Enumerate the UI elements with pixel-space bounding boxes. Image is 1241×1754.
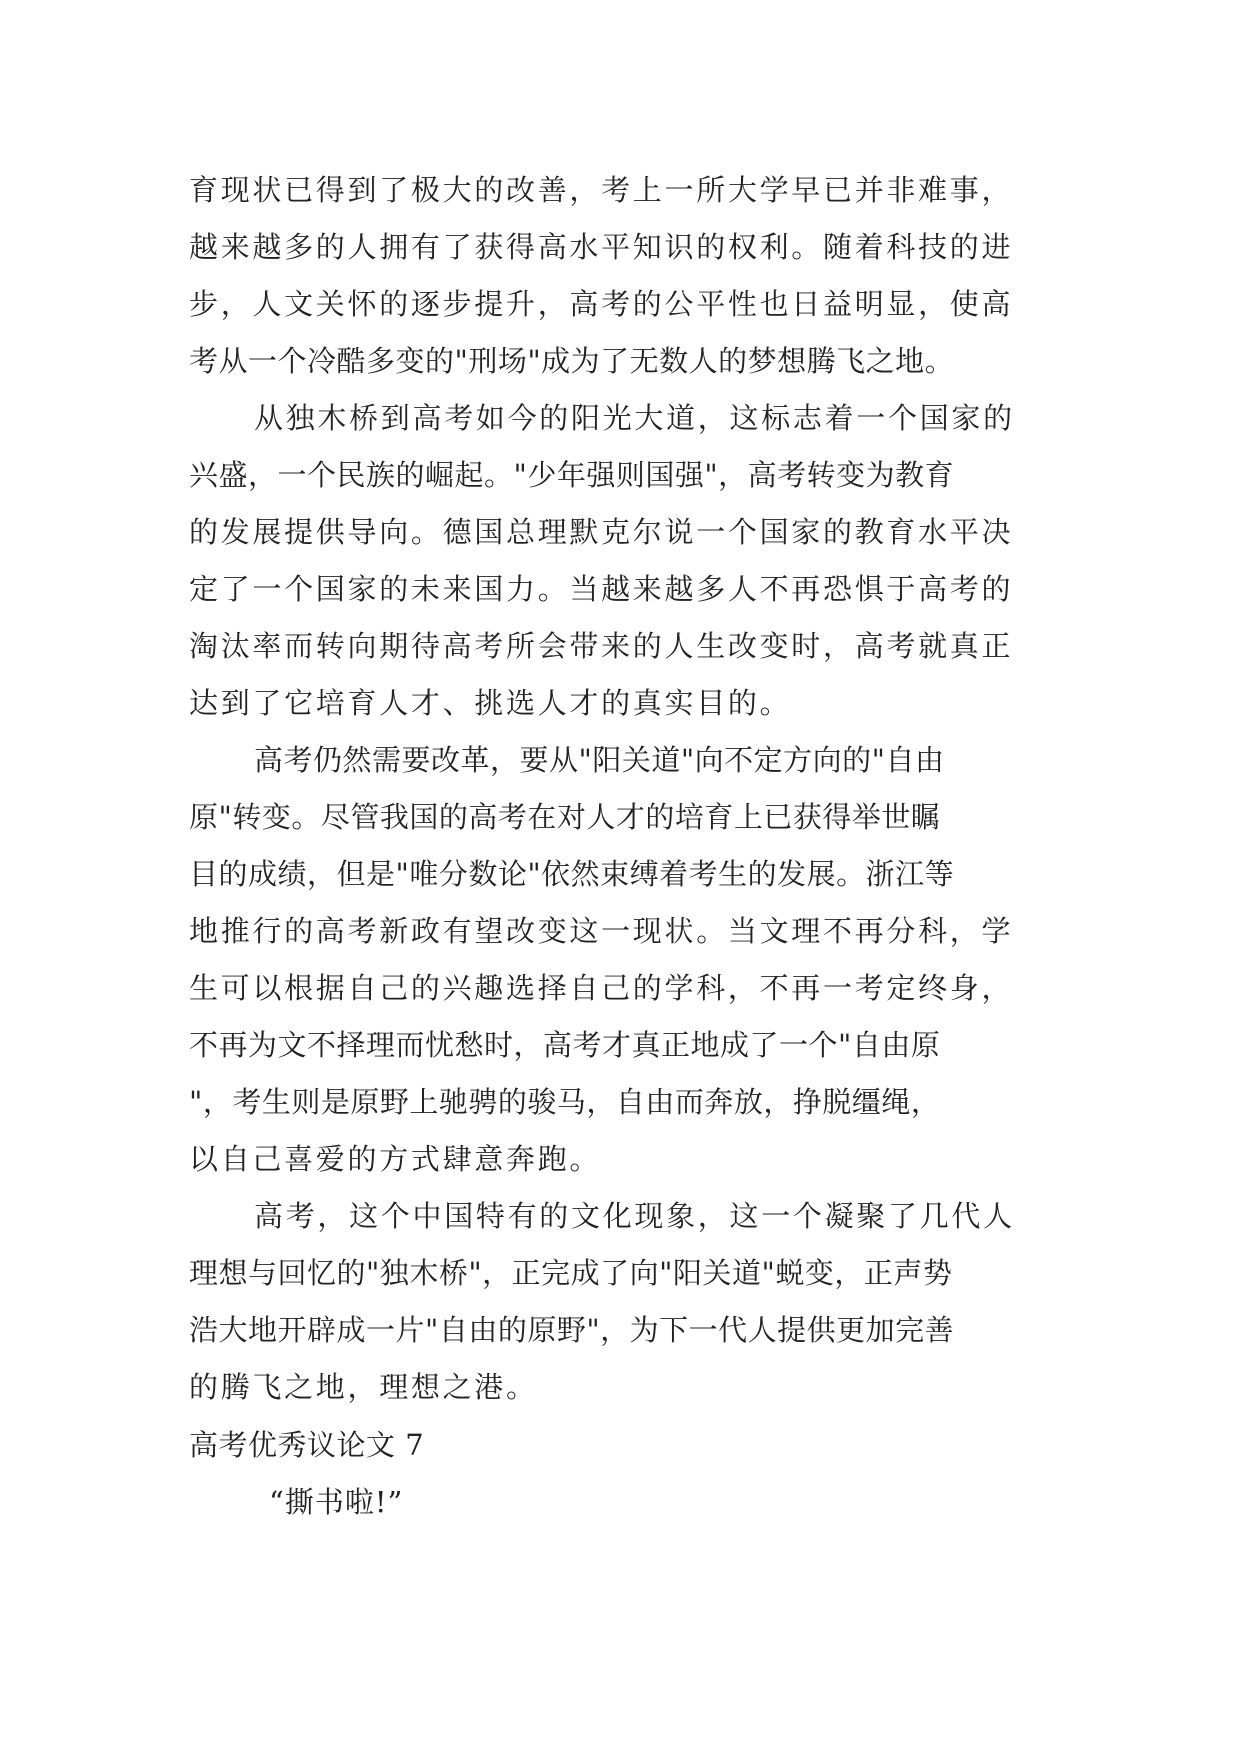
- text-line: 理想与回忆的"独木桥"，正完成了向"阳关道"蜕变，正声势: [189, 1256, 953, 1290]
- text-line: 考从一个冷酷多变的"刑场"成为了无数人的梦想腾飞之地。: [189, 344, 955, 378]
- text-line: 步，人文关怀的逐步提升，高考的公平性也日益明显，使高: [189, 287, 1014, 321]
- text-line: 以自己喜爱的方式肆意奔跑。: [189, 1142, 602, 1176]
- paragraph: [189, 732, 1069, 1188]
- paragraph: [189, 162, 1069, 390]
- opening-quote: “撕书啦!”: [269, 1485, 404, 1519]
- text-line: 高考，这个中国特有的文化现象，这一个凝聚了几代人: [254, 1199, 1015, 1233]
- text-line: 地推行的高考新政有望改变这一现状。当文理不再分科，学: [189, 914, 1014, 948]
- text-line: 高考仍然需要改革，要从"阳关道"向不定方向的"自由: [254, 743, 945, 777]
- text-line: 原"转变。尽管我国的高考在对人才的培育上已获得举世瞩: [189, 800, 941, 834]
- text-line: 从独木桥到高考如今的阳光大道，这标志着一个国家的: [254, 401, 1015, 435]
- section-heading: 高考优秀议论文 7: [189, 1428, 425, 1462]
- text-line: "，考生则是原野上驰骋的骏马，自由而奔放，挣脱缰绳，: [189, 1085, 941, 1119]
- text-line: 达到了它培育人才、挑选人才的真实目的。: [189, 686, 792, 720]
- text-line: 淘汰率而转向期待高考所会带来的人生改变时，高考就真正: [189, 629, 1014, 663]
- paragraph: [189, 390, 1069, 732]
- text-line: 兴盛，一个民族的崛起。"少年强则国强"，高考转变为教育: [189, 458, 955, 492]
- document-body: [189, 162, 1069, 1531]
- text-line: 目的成绩，但是"唯分数论"依然束缚着考生的发展。浙江等: [189, 857, 955, 891]
- text-line: 的腾飞之地，理想之港。: [189, 1370, 538, 1404]
- paragraph: [189, 1188, 1069, 1416]
- text-line: 生可以根据自己的兴趣选择自己的学科，不再一考定终身，: [189, 971, 1014, 1005]
- text-line: 的发展提供导向。德国总理默克尔说一个国家的教育水平决: [189, 515, 1014, 549]
- text-line: 不再为文不择理而忧愁时，高考才真正地成了一个"自由原: [189, 1028, 941, 1062]
- text-line: 育现状已得到了极大的改善，考上一所大学早已并非难事，: [189, 173, 1014, 207]
- text-line: 定了一个国家的未来国力。当越来越多人不再恐惧于高考的: [189, 572, 1014, 606]
- text-line: 越来越多的人拥有了获得高水平知识的权利。随着科技的进: [189, 230, 1014, 264]
- text-line: 浩大地开辟成一片"自由的原野"，为下一代人提供更加完善: [189, 1313, 955, 1347]
